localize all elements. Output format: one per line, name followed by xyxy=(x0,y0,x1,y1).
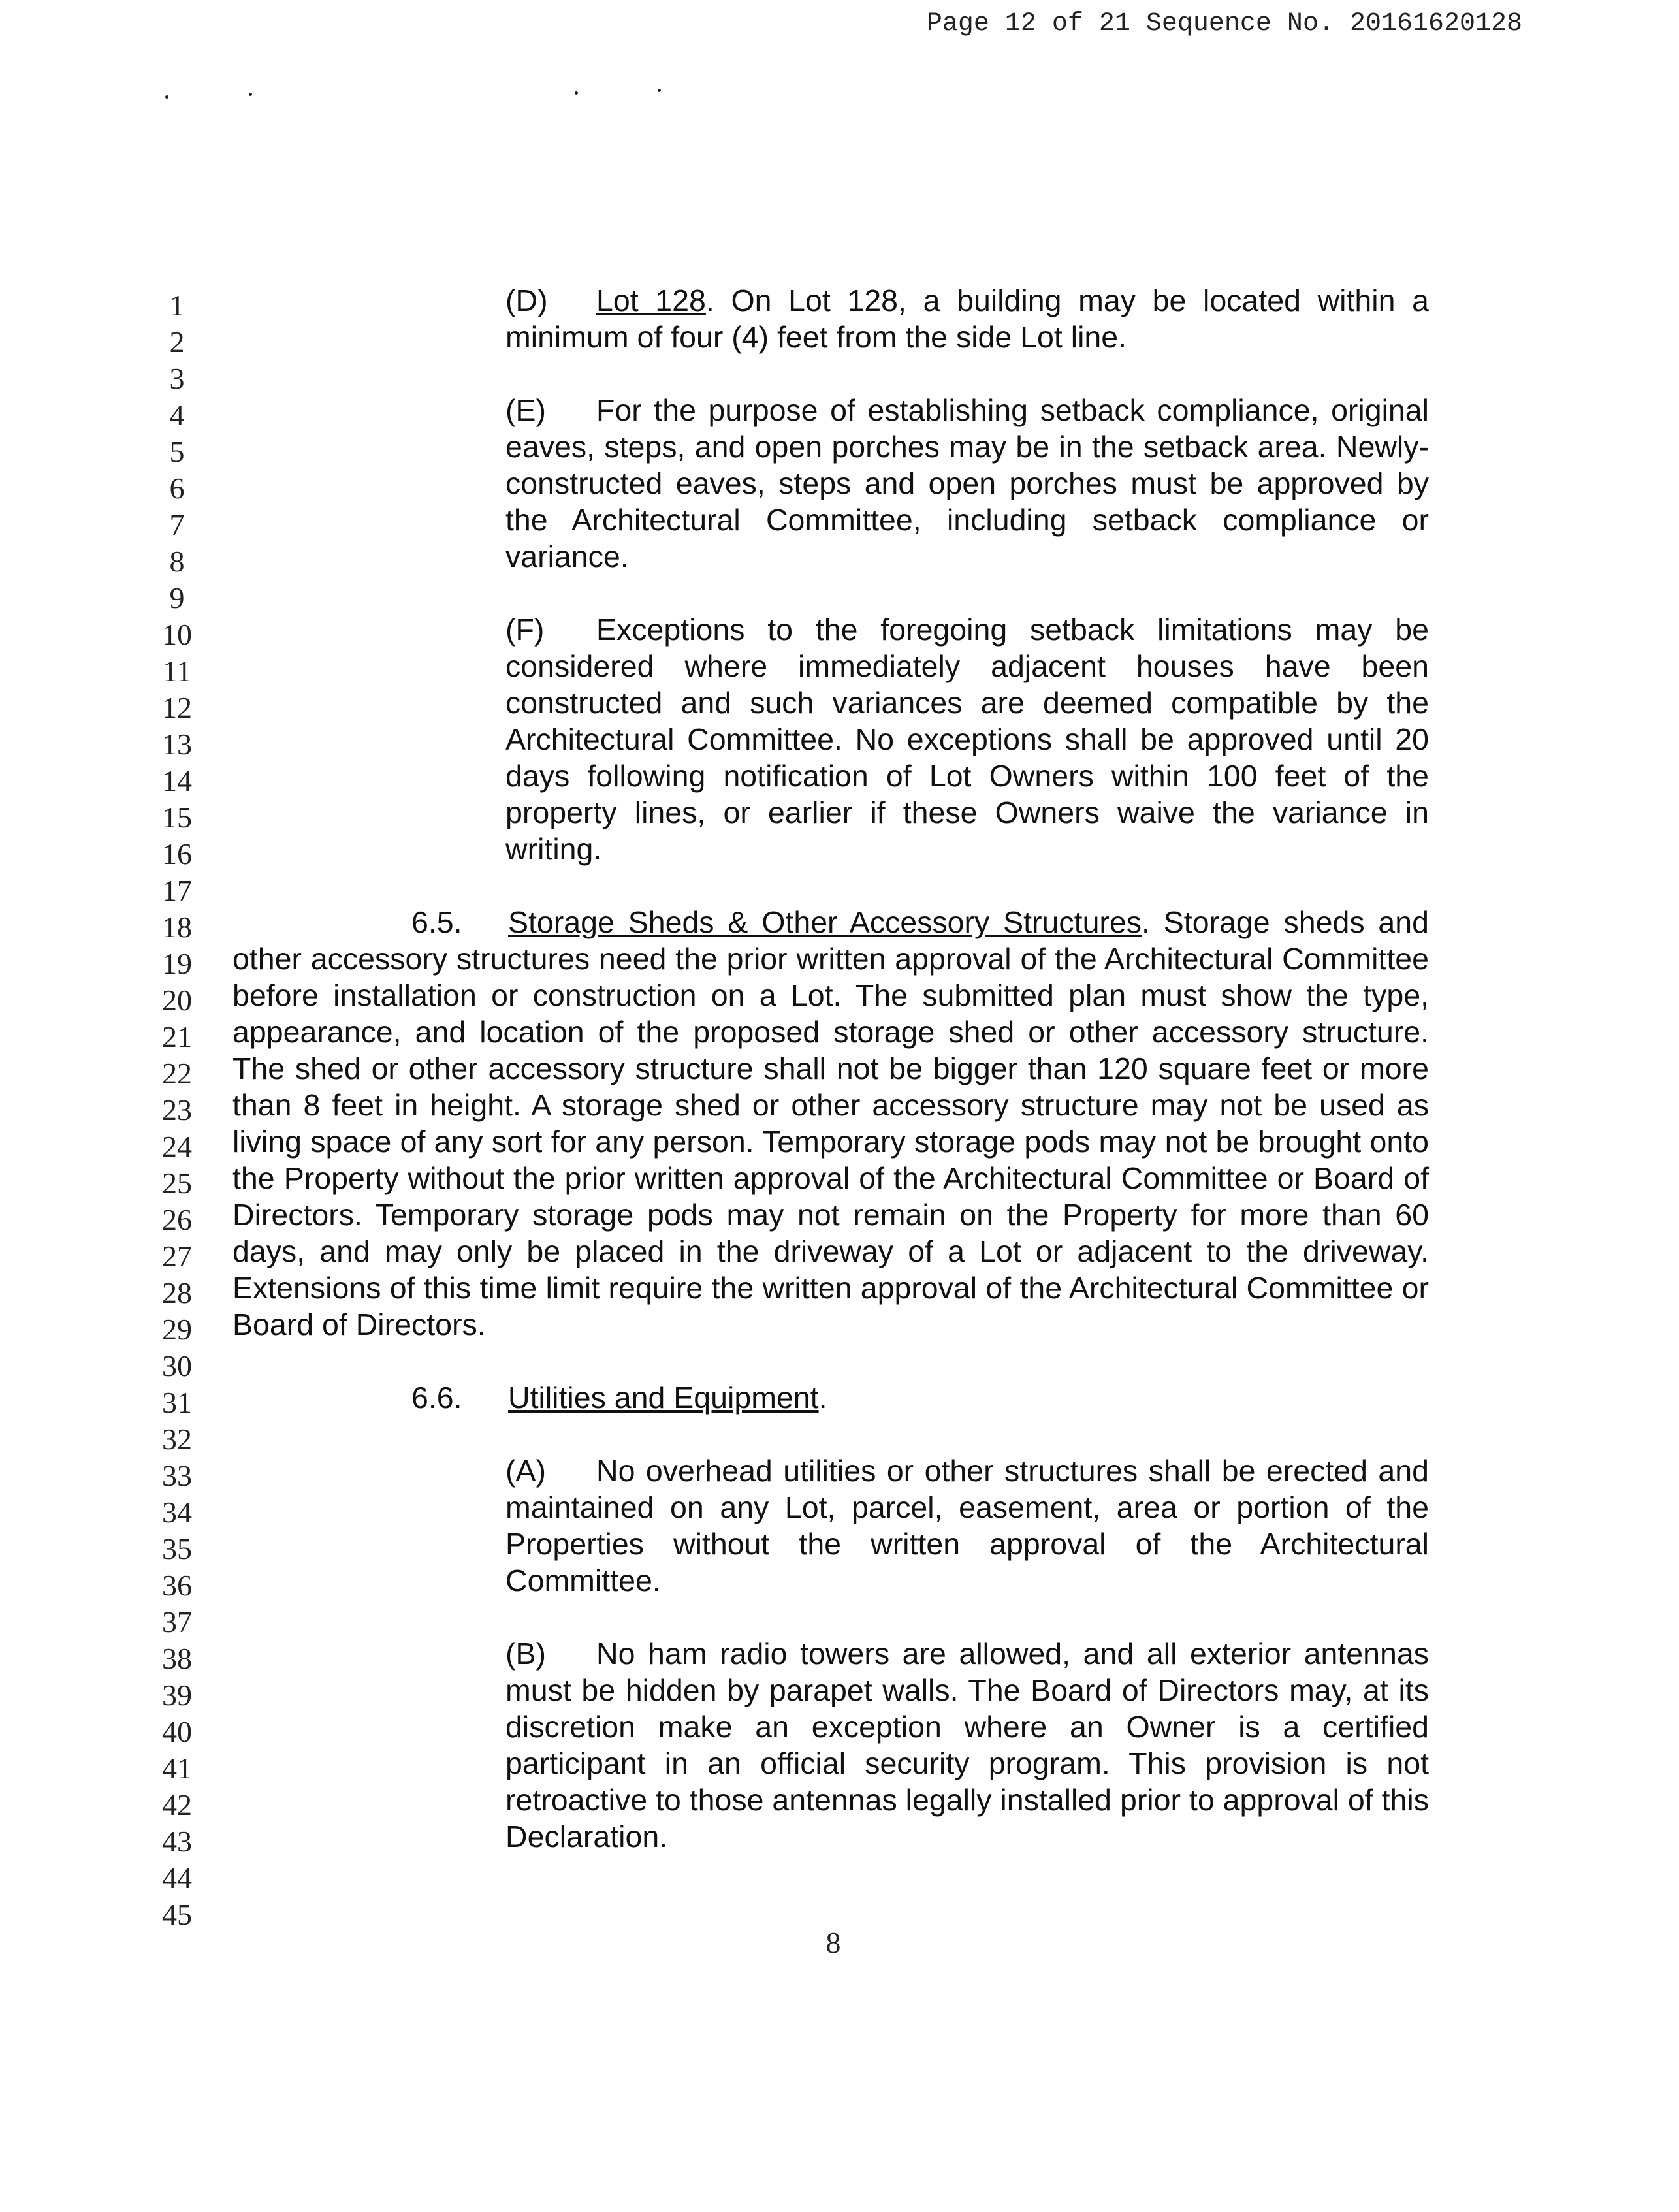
line-number: 38 xyxy=(162,1642,192,1675)
paragraph-label: (E) xyxy=(505,393,546,427)
paragraph-text: . On Lot 128, a building may be located within a minimum of four (4) feet from the side Lot line. xyxy=(505,283,1429,354)
document-body xyxy=(232,282,1429,1855)
page-number: 8 xyxy=(825,1926,841,1959)
line-number: 19 xyxy=(162,947,192,980)
section-6-6 xyxy=(232,1379,1429,1416)
line-number-column xyxy=(148,287,206,1933)
paragraph-e xyxy=(505,392,1429,575)
paragraph-text: No overhead utilities or other structures shall be erected and maintained on any Lot, parcel, easement, area or portion of the Properties without the written approval of the Architectural Committee. xyxy=(505,1454,1429,1597)
section-title: Utilities and Equipment xyxy=(508,1381,819,1415)
line-number: 37 xyxy=(162,1605,192,1639)
line-number: 44 xyxy=(162,1861,192,1895)
section-number: 6.5. xyxy=(411,905,462,939)
page-sequence-header: Page 12 of 21 Sequence No. 20161620128 xyxy=(926,9,1522,39)
scan-mark xyxy=(575,91,578,95)
paragraph-a xyxy=(505,1452,1429,1599)
line-number: 41 xyxy=(162,1752,192,1785)
section-number: 6.6. xyxy=(411,1381,462,1415)
paragraph-text: No ham radio towers are allowed, and all exterior antennas must be hidden by parapet walls. The Board of Directors may, at its discretion make an exception where an Owner is a certified participant in an official security program. This provision is not retroactive to those antennas legally installed prior to approval of this Declaration. xyxy=(505,1637,1429,1853)
paragraph-title: Lot 128 xyxy=(596,283,706,317)
line-number: 39 xyxy=(162,1678,192,1712)
line-number: 43 xyxy=(162,1825,192,1858)
line-number: 27 xyxy=(162,1240,192,1273)
line-number: 9 xyxy=(169,581,185,615)
line-number: 36 xyxy=(162,1569,192,1602)
line-number: 30 xyxy=(162,1349,192,1383)
line-number: 42 xyxy=(162,1788,192,1821)
paragraph-f xyxy=(505,611,1429,867)
line-number: 14 xyxy=(162,764,192,797)
line-number: 28 xyxy=(162,1276,192,1309)
section-suffix: . xyxy=(818,1381,827,1415)
line-number: 35 xyxy=(162,1532,192,1565)
paragraph-d xyxy=(505,282,1429,355)
line-number: 31 xyxy=(162,1386,192,1419)
scan-mark xyxy=(658,89,661,92)
paragraph-b xyxy=(505,1635,1429,1855)
line-number: 7 xyxy=(169,508,185,541)
paragraph-label: (A) xyxy=(505,1454,546,1488)
line-number: 29 xyxy=(162,1313,192,1346)
line-number: 10 xyxy=(162,618,192,651)
paragraph-text: Exceptions to the foregoing setback limitations may be considered where immediately adjacent houses have been constructed and such variances are deemed compatible by the Architectural Committee. No exceptions shall be approved until 20 days following notification of Lot Owners within 100 feet of the property lines, or earlier if these Owners waive the variance in writing. xyxy=(505,613,1429,866)
line-number: 26 xyxy=(162,1203,192,1236)
line-number: 33 xyxy=(162,1459,192,1492)
line-number: 3 xyxy=(169,362,185,395)
section-6-5 xyxy=(232,904,1429,1343)
line-number: 5 xyxy=(169,435,185,468)
line-number: 1 xyxy=(169,289,185,322)
line-number: 22 xyxy=(162,1057,192,1090)
line-number: 6 xyxy=(169,472,185,505)
line-number: 8 xyxy=(169,545,185,578)
line-number: 18 xyxy=(162,910,192,944)
section-title: Storage Sheds & Other Accessory Structures xyxy=(508,905,1142,939)
line-number: 15 xyxy=(162,801,192,834)
line-number: 24 xyxy=(162,1130,192,1163)
line-number: 20 xyxy=(162,984,192,1017)
line-number: 25 xyxy=(162,1166,192,1200)
line-number: 13 xyxy=(162,728,192,761)
line-number: 21 xyxy=(162,1020,192,1053)
line-number: 17 xyxy=(162,874,192,907)
line-number: 34 xyxy=(162,1496,192,1529)
line-number: 2 xyxy=(169,325,185,359)
scan-mark xyxy=(165,95,168,99)
line-number: 11 xyxy=(162,654,192,688)
paragraph-label: (D) xyxy=(505,283,548,317)
paragraph-label: (F) xyxy=(505,613,545,647)
line-number: 4 xyxy=(169,398,185,432)
line-number: 23 xyxy=(162,1093,192,1127)
paragraph-label: (B) xyxy=(505,1637,546,1671)
paragraph-text: For the purpose of establishing setback compliance, original eaves, steps, and open porches may be in the setback area. Newly-constructed eaves, steps and open porches must be approved by the Architectural Committee, including setback compliance or variance. xyxy=(505,393,1429,573)
line-number: 32 xyxy=(162,1422,192,1456)
line-number: 12 xyxy=(162,691,192,724)
line-number: 40 xyxy=(162,1715,192,1748)
line-number: 45 xyxy=(162,1898,192,1931)
scan-mark xyxy=(249,93,252,96)
line-number: 16 xyxy=(162,837,192,871)
section-text: . Storage sheds and other accessory structures need the prior written approval of the Architectural Committee before installation or construction on a Lot. The submitted plan must show the type, appearance, and location of the proposed storage shed or other accessory structure. The shed or other accessory structure shall not be bigger than 120 square feet or more than 8 feet in height. A storage shed or other accessory structure may not be used as living space of any sort for any person. Temporary storage pods may not be brought onto the Property without the prior written approval of the Architectural Committee or Board of Directors. Temporary storage pods may not remain on the Property for more than 60 days, and may only be placed in the driveway of a Lot or adjacent to the driveway. Extensions of this time limit require the written approval of the Architectural Committee or Board of Directors. xyxy=(232,905,1429,1341)
